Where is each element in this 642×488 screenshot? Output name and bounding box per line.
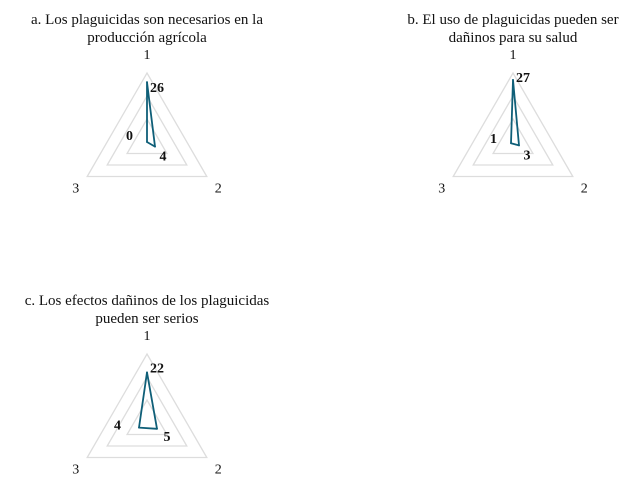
series-polygon (511, 80, 519, 145)
data-point (138, 427, 140, 429)
axis-label-2: 2 (580, 181, 588, 197)
chart-title-line: producción agrícola (87, 30, 207, 46)
data-point (156, 428, 158, 430)
axis-label-2: 2 (214, 462, 222, 478)
data-point (154, 146, 156, 148)
value-label: 22 (150, 361, 164, 377)
value-label: 3 (523, 148, 531, 164)
radar-chart-3 (25, 293, 270, 478)
value-label: 0 (126, 129, 133, 144)
chart-title-line: dañinos para su salud (448, 30, 578, 46)
data-point (146, 141, 148, 143)
chart-title (407, 12, 618, 46)
data-point (510, 142, 512, 144)
axis-label-1: 1 (509, 48, 517, 63)
value-label: 4 (114, 418, 121, 434)
axis-label-3: 3 (72, 462, 80, 478)
chart-title (25, 293, 270, 327)
chart-title (31, 12, 263, 46)
value-label: 26 (150, 81, 164, 97)
value-label: 5 (163, 429, 171, 445)
data-point (146, 81, 148, 83)
chart-title-line: pueden ser serios (95, 311, 199, 327)
radar-chart-2 (407, 12, 618, 197)
value-label: 1 (490, 132, 497, 148)
value-label: 27 (516, 70, 530, 86)
data-point (512, 79, 514, 81)
axis-label-2: 2 (214, 181, 222, 197)
axis-label-3: 3 (438, 181, 446, 197)
chart-title-line: b. El uso de plaguicidas pueden ser (407, 12, 619, 28)
value-label: 4 (159, 149, 167, 165)
axis-label-1: 1 (143, 329, 151, 344)
radar-chart-1 (31, 12, 263, 197)
data-point (146, 372, 148, 374)
axis-label-1: 1 (143, 48, 151, 63)
data-point (518, 145, 520, 147)
axis-label-3: 3 (72, 181, 80, 197)
grid-ring (87, 354, 207, 458)
grid-ring (107, 377, 187, 446)
chart-title-line: c. Los efectos dañinos de los plaguicidas (24, 293, 270, 309)
chart-title-line: a. Los plaguicidas son necesarios en la (30, 12, 264, 28)
grid-ring (127, 400, 167, 435)
